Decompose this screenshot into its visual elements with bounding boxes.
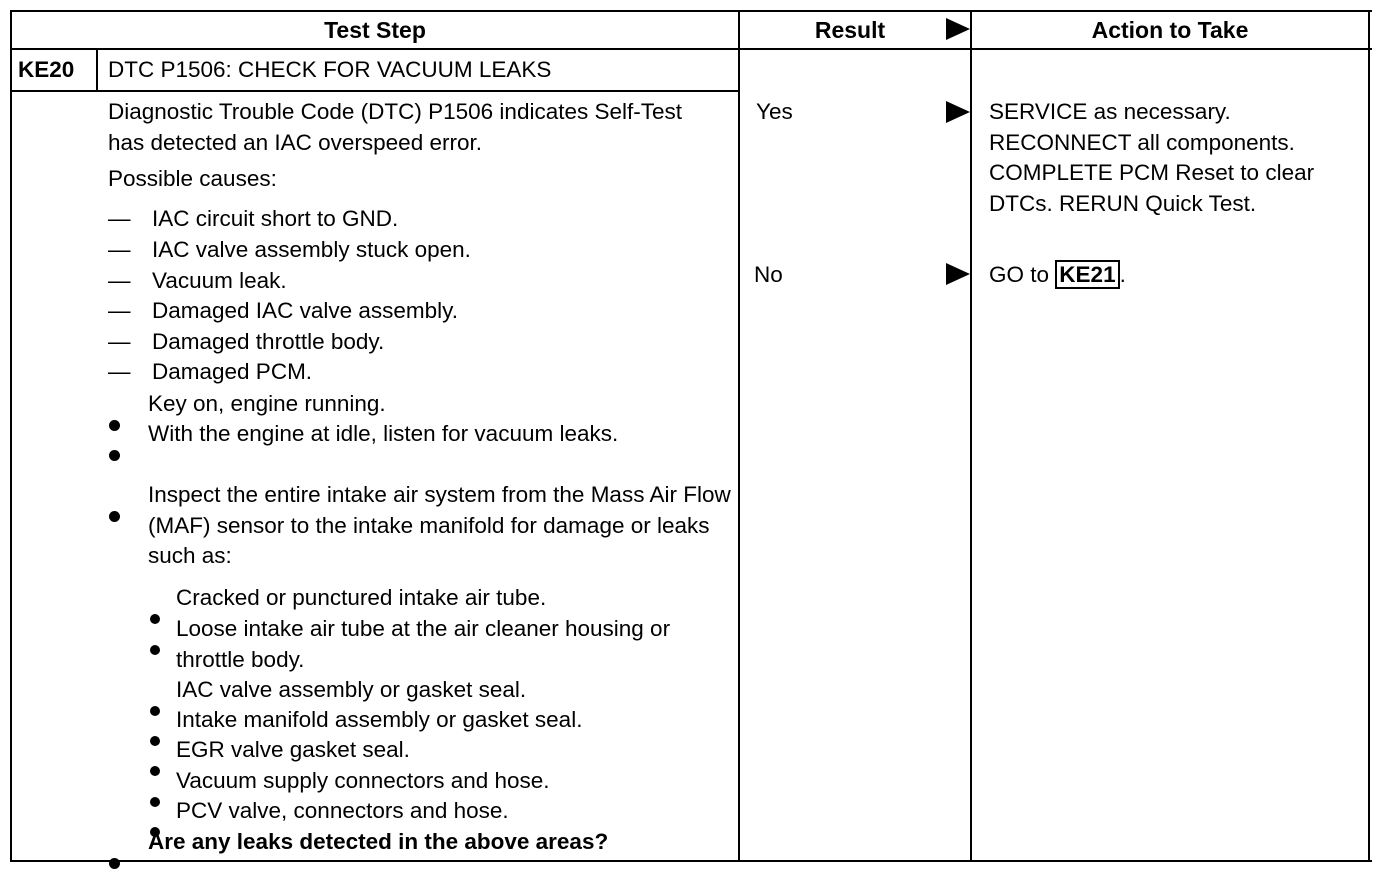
step-intro: Diagnostic Trouble Code (DTC) P1506 indicates Self-Test has detected an IAC overspeed error. <box>108 99 683 155</box>
cause-item: — IAC circuit short to GND. <box>108 206 399 231</box>
sub-bullet-item: IAC valve assembly or gasket seal. <box>176 677 527 702</box>
sub-bullet-item: EGR valve gasket seal. <box>176 737 410 762</box>
result-yes: Yes <box>756 99 793 124</box>
sub-bullet-item: Loose intake air tube at the air cleaner housing or throttle body. <box>176 616 671 672</box>
step-title: DTC P1506: CHECK FOR VACUUM LEAKS <box>108 57 552 82</box>
table-bottom-border <box>10 860 1372 862</box>
header-arrow-icon <box>946 18 970 40</box>
no-action-suffix: . <box>1119 262 1126 287</box>
step-id: KE20 <box>18 57 75 82</box>
sub-bullet-item: Cracked or punctured intake air tube. <box>176 585 547 610</box>
header-result: Result <box>814 17 886 43</box>
table-right-border <box>1368 10 1370 862</box>
cause-item: — Damaged PCM. <box>108 359 313 384</box>
causes-label: Possible causes: <box>108 166 277 191</box>
cause-item: — IAC valve assembly stuck open. <box>108 237 471 262</box>
result-column-divider <box>738 10 740 862</box>
question-item: Are any leaks detected in the above areas? <box>148 829 609 854</box>
cause-item: — Vacuum leak. <box>108 268 287 293</box>
bullet-item: Inspect the entire intake air system from the Mass Air Flow (MAF) sensor to the intake manifold for damage or leaks such as: <box>148 482 731 568</box>
header-action: Action to Take <box>1091 17 1249 43</box>
header-bottom-border <box>10 48 1372 50</box>
header-test-step: Test Step <box>324 17 426 43</box>
result-no: No <box>754 262 783 287</box>
step-id-divider <box>96 48 98 92</box>
yes-arrow-icon <box>946 101 970 123</box>
sub-bullet-item: Intake manifold assembly or gasket seal. <box>176 707 583 732</box>
ke21-reference-link[interactable]: KE21 <box>1055 260 1119 289</box>
action-column-divider <box>970 10 972 862</box>
bullet-item: With the engine at idle, listen for vacuum leaks. <box>148 421 619 446</box>
title-row-bottom-border <box>10 90 740 92</box>
sub-bullet-item: Vacuum supply connectors and hose. <box>176 768 550 793</box>
no-arrow-icon <box>946 263 970 285</box>
cause-item: — Damaged throttle body. <box>108 329 385 354</box>
yes-action: SERVICE as necessary. RECONNECT all components. COMPLETE PCM Reset to clear DTCs. RERUN Quick Test. <box>989 99 1315 216</box>
no-action <box>989 260 1126 291</box>
table-left-border <box>10 10 12 862</box>
cause-item: — Damaged IAC valve assembly. <box>108 298 458 323</box>
sub-bullet-item: PCV valve, connectors and hose. <box>176 798 509 823</box>
bullet-item: Key on, engine running. <box>148 391 386 416</box>
no-action-prefix: GO to <box>989 262 1050 287</box>
